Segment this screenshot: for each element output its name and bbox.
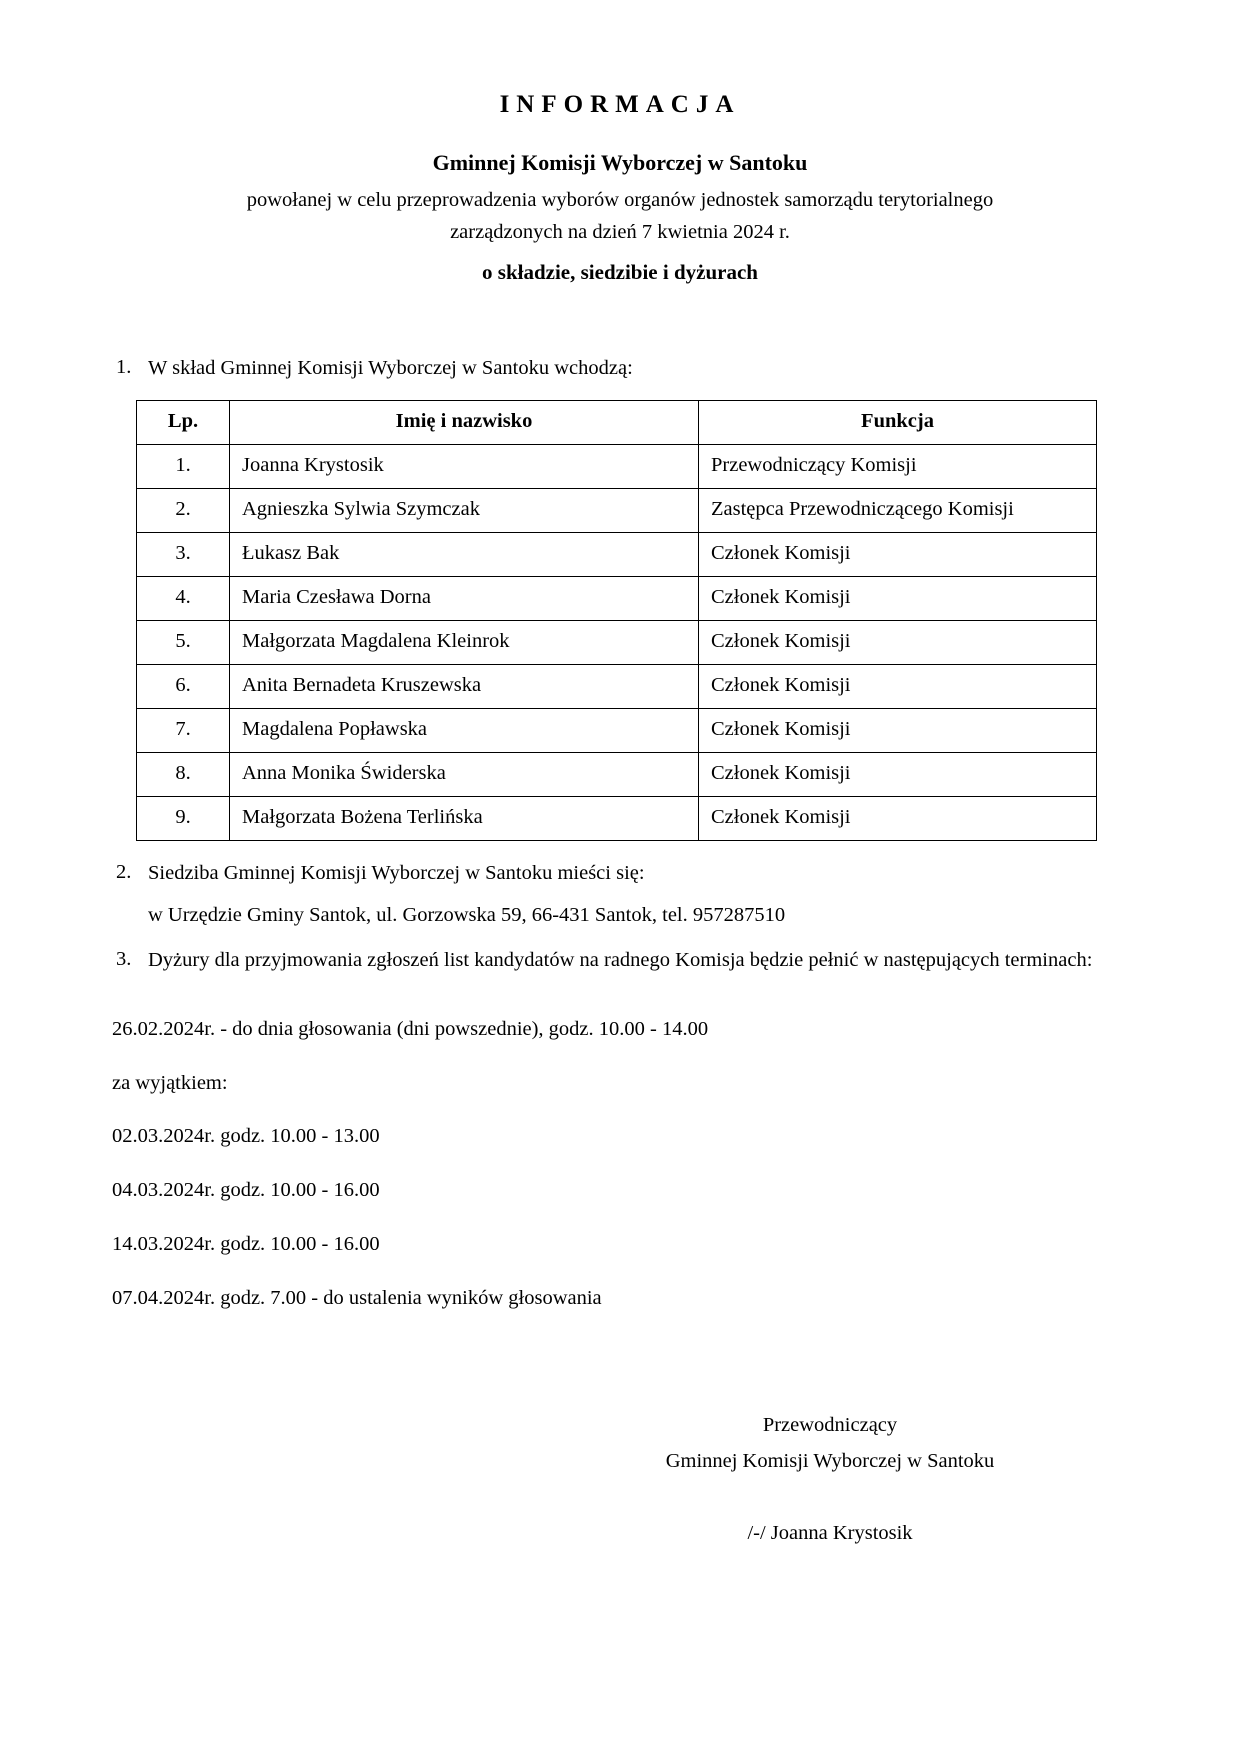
table-row bbox=[137, 533, 1097, 577]
table-row bbox=[137, 489, 1097, 533]
table-row bbox=[137, 709, 1097, 753]
list-item-3 bbox=[110, 946, 1130, 976]
cell-function: Członek Komisji bbox=[699, 621, 1097, 665]
document-scope: o składzie, siedzibie i dyżurach bbox=[482, 259, 758, 284]
duty-line: 04.03.2024r. godz. 10.00 - 16.00 bbox=[112, 1179, 380, 1202]
document-lead-line-2: zarządzonych na dzień 7 kwietnia 2024 r. bbox=[450, 221, 790, 244]
list-item-1-text: W skład Gminnej Komisji Wyborczej w Santoku wchodzą: bbox=[148, 357, 633, 380]
cell-name: Łukasz Bak bbox=[230, 533, 699, 577]
table-row bbox=[137, 797, 1097, 841]
cell-lp: 1. bbox=[137, 445, 230, 489]
duty-line: 07.04.2024r. godz. 7.00 - do ustalenia wyników głosowania bbox=[112, 1286, 602, 1309]
column-header-name: Imię i nazwisko bbox=[230, 401, 699, 445]
table-row bbox=[137, 445, 1097, 489]
list-item-2-number: 2. bbox=[116, 861, 132, 884]
cell-function: Przewodniczący Komisji bbox=[699, 445, 1097, 489]
signature-name: /-/ Joanna Krystosik bbox=[747, 1521, 913, 1544]
cell-function: Członek Komisji bbox=[699, 665, 1097, 709]
cell-lp: 2. bbox=[137, 489, 230, 533]
cell-lp: 6. bbox=[137, 665, 230, 709]
cell-lp: 7. bbox=[137, 709, 230, 753]
cell-name: Małgorzata Bożena Terlińska bbox=[230, 797, 699, 841]
document-subtitle: Gminnej Komisji Wyborczej w Santoku bbox=[432, 149, 808, 175]
cell-name: Anna Monika Świderska bbox=[230, 753, 699, 797]
cell-function: Członek Komisji bbox=[699, 709, 1097, 753]
table-row bbox=[137, 753, 1097, 797]
numbered-list bbox=[110, 354, 1130, 976]
page-title: INFORMACJA bbox=[499, 91, 741, 118]
table-row bbox=[137, 621, 1097, 665]
list-item-1-number: 1. bbox=[116, 356, 132, 379]
cell-lp: 4. bbox=[137, 577, 230, 621]
duty-exception-label: za wyjątkiem: bbox=[112, 1071, 228, 1094]
column-header-function: Funkcja bbox=[699, 401, 1097, 445]
cell-name: Magdalena Popławska bbox=[230, 709, 699, 753]
list-item-2-text: Siedziba Gminnej Komisji Wyborczej w Santoku mieści się: bbox=[148, 862, 645, 885]
list-item-1 bbox=[110, 354, 1130, 384]
document-lead-line-1: powołanej w celu przeprowadzenia wyborów organów jednostek samorządu terytorialnego bbox=[246, 189, 994, 212]
table-body bbox=[137, 445, 1097, 841]
cell-lp: 9. bbox=[137, 797, 230, 841]
column-header-lp: Lp. bbox=[137, 401, 230, 445]
cell-lp: 5. bbox=[137, 621, 230, 665]
duty-schedule bbox=[110, 1016, 1130, 1312]
commission-members-table bbox=[136, 400, 1097, 841]
cell-name: Agnieszka Sylwia Szymczak bbox=[230, 489, 699, 533]
table-row bbox=[137, 577, 1097, 621]
cell-lp: 8. bbox=[137, 753, 230, 797]
document-header bbox=[110, 88, 1130, 286]
cell-name: Maria Czesława Dorna bbox=[230, 577, 699, 621]
cell-name: Małgorzata Magdalena Kleinrok bbox=[230, 621, 699, 665]
duty-line: 14.03.2024r. godz. 10.00 - 16.00 bbox=[112, 1232, 380, 1255]
cell-name: Anita Bernadeta Kruszewska bbox=[230, 665, 699, 709]
signature-block bbox=[110, 1408, 1130, 1547]
duty-line: 02.03.2024r. godz. 10.00 - 13.00 bbox=[112, 1125, 380, 1148]
cell-lp: 3. bbox=[137, 533, 230, 577]
cell-function: Członek Komisji bbox=[699, 797, 1097, 841]
cell-name: Joanna Krystosik bbox=[230, 445, 699, 489]
table-header-row bbox=[137, 401, 1097, 445]
list-item-3-text: Dyżury dla przyjmowania zgłoszeń list kandydatów na radnego Komisja będzie pełnić w następujących terminach: bbox=[148, 949, 1093, 972]
commission-address: w Urzędzie Gminy Santok, ul. Gorzowska 59, 66-431 Santok, tel. 957287510 bbox=[148, 903, 786, 926]
cell-function: Członek Komisji bbox=[699, 753, 1097, 797]
cell-function: Członek Komisji bbox=[699, 577, 1097, 621]
cell-function: Członek Komisji bbox=[699, 533, 1097, 577]
list-item-3-number: 3. bbox=[116, 948, 132, 971]
table-row bbox=[137, 665, 1097, 709]
signature-body: Gminnej Komisji Wyborczej w Santoku bbox=[665, 1450, 995, 1473]
table-head bbox=[137, 401, 1097, 445]
duty-line: 26.02.2024r. - do dnia głosowania (dni powszednie), godz. 10.00 - 14.00 bbox=[112, 1018, 709, 1041]
list-item-2 bbox=[110, 859, 1130, 889]
cell-function: Zastępca Przewodniczącego Komisji bbox=[699, 489, 1097, 533]
signature-role: Przewodniczący bbox=[762, 1414, 898, 1437]
